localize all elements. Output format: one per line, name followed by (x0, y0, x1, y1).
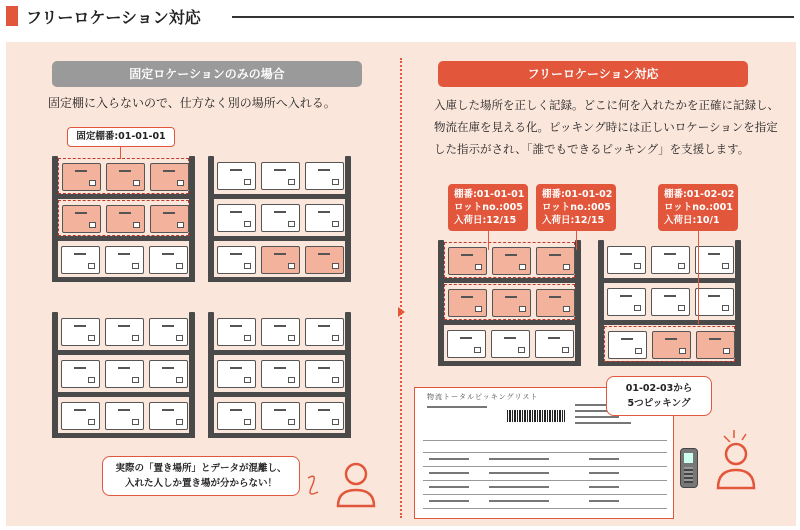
doc-text (575, 416, 619, 418)
tag1-date: 入荷日:12/15 (454, 215, 517, 226)
box-icon (61, 402, 100, 430)
shelf-icon (52, 156, 195, 282)
shelf-slot (214, 242, 345, 278)
arrow-right-icon (398, 307, 405, 317)
picking-speech-bubble (606, 376, 712, 416)
document-title: 物流トータルピッキングリスト (427, 393, 539, 401)
box-icon (652, 331, 691, 359)
box-icon (217, 360, 256, 388)
box-icon (106, 205, 145, 233)
box-icon (447, 330, 486, 358)
doc-text (429, 500, 469, 502)
shelf-slot (214, 314, 345, 350)
shelf-icon (52, 312, 195, 438)
shelf-slot (444, 326, 575, 362)
shelf-board (598, 278, 741, 283)
box-icon (607, 288, 646, 316)
box-icon (61, 318, 100, 346)
shelf-board (208, 236, 351, 241)
box-icon (61, 246, 100, 274)
box-icon (261, 402, 300, 430)
person-icon (706, 428, 776, 494)
box-icon (105, 402, 144, 430)
shelf-post (575, 240, 581, 366)
box-icon (62, 205, 101, 233)
shelf-tag-2 (536, 184, 616, 231)
confused-person-icon (302, 456, 386, 516)
box-icon (217, 204, 256, 232)
left-description: 固定棚に入らないので、仕方なく別の場所へ入れる。 (48, 96, 336, 110)
shelf-post (189, 312, 195, 438)
doc-text (429, 472, 469, 474)
box-icon (62, 163, 101, 191)
box-icon (695, 246, 734, 274)
shelf-icon (208, 312, 351, 438)
shelf-slot (214, 158, 345, 194)
box-icon (150, 163, 189, 191)
box-icon (491, 330, 530, 358)
box-icon (608, 331, 647, 359)
box-icon (535, 330, 574, 358)
box-icon (149, 402, 188, 430)
shelf-slot (604, 242, 735, 278)
left-bubble-line2: 入れた人しか置き場が分からない！ (124, 478, 277, 489)
shelf-post (735, 240, 741, 366)
box-icon (105, 360, 144, 388)
box-icon (305, 162, 344, 190)
left-heading: 固定ロケーションのみの場合 (52, 61, 362, 87)
shelf-slot (58, 398, 189, 434)
tag3-shelf: 棚番:01-02-02 (664, 189, 735, 200)
shelf-post (345, 312, 351, 438)
tag3-date: 入荷日:10/1 (664, 215, 720, 226)
box-icon (695, 288, 734, 316)
tag2-lot: ロットno.:005 (542, 202, 611, 213)
shelf-board (208, 392, 351, 397)
box-icon (261, 162, 300, 190)
shelf-slot (58, 158, 189, 194)
shelf-slot (214, 356, 345, 392)
picking-bubble-line2: 5つピッキング (627, 398, 691, 409)
doc-text (427, 406, 487, 408)
left-speech-bubble (102, 456, 300, 496)
box-icon (149, 318, 188, 346)
shelf-board (438, 278, 581, 283)
box-icon (651, 288, 690, 316)
page-title: フリーロケーション対応 (26, 8, 201, 27)
box-icon (651, 246, 690, 274)
doc-text (489, 458, 549, 460)
right-heading: フリーロケーション対応 (438, 61, 748, 87)
shelf-tag-1 (448, 184, 528, 231)
shelf-slot (214, 398, 345, 434)
box-icon (105, 246, 144, 274)
box-icon (217, 246, 256, 274)
doc-text (575, 422, 631, 424)
doc-rule (423, 452, 667, 453)
fixed-shelf-tag: 固定棚番:01-01-01 (67, 127, 175, 147)
barcode-icon (507, 410, 565, 422)
box-icon (261, 360, 300, 388)
box-icon (149, 246, 188, 274)
shelf-post (189, 156, 195, 282)
box-icon (305, 204, 344, 232)
tag3-lot: ロットno.:001 (664, 202, 733, 213)
section-header (0, 0, 800, 34)
box-icon (536, 247, 575, 275)
shelf-slot (604, 326, 735, 362)
tag1-lot: ロットno.:005 (454, 202, 523, 213)
doc-text (429, 486, 469, 488)
left-bubble-line1: 実際の「置き場所」とデータが混離し、 (115, 463, 287, 474)
shelf-slot (58, 242, 189, 278)
shelf-icon (208, 156, 351, 282)
box-icon (149, 360, 188, 388)
tag2-shelf: 棚番:01-01-02 (542, 189, 613, 200)
doc-text (489, 472, 549, 474)
header-marker (6, 6, 18, 26)
tag1-shelf: 棚番:01-01-01 (454, 189, 525, 200)
tag1-connector (488, 230, 489, 250)
picking-bubble-line1: 01-02-03から (625, 383, 693, 394)
box-icon (305, 402, 344, 430)
shelf-board (598, 320, 741, 325)
shelf-tag-3 (658, 184, 738, 231)
shelf-post (345, 156, 351, 282)
tag2-connector (576, 230, 577, 250)
handheld-scanner-icon (680, 448, 698, 488)
shelf-board (52, 194, 195, 199)
box-icon (607, 246, 646, 274)
box-icon (492, 247, 531, 275)
center-divider (400, 58, 402, 518)
shelf-slot (214, 200, 345, 236)
shelf-board (208, 350, 351, 355)
doc-text (489, 500, 549, 502)
shelf-slot (444, 242, 575, 278)
doc-rule (423, 440, 667, 441)
doc-rule (423, 480, 667, 481)
shelf-slot (604, 284, 735, 320)
box-icon (105, 318, 144, 346)
shelf-slot (58, 200, 189, 236)
box-icon (448, 289, 487, 317)
header-divider (232, 16, 794, 18)
shelf-slot (58, 356, 189, 392)
box-icon (696, 331, 735, 359)
shelf-slot (444, 284, 575, 320)
doc-text (589, 458, 619, 460)
box-icon (217, 318, 256, 346)
doc-rule (423, 466, 667, 467)
doc-rule (423, 508, 667, 509)
box-icon (217, 402, 256, 430)
box-icon (261, 204, 300, 232)
doc-text (489, 486, 549, 488)
box-icon (305, 246, 344, 274)
shelf-slot (58, 314, 189, 350)
box-icon (305, 360, 344, 388)
shelf-board (52, 392, 195, 397)
tag3-connector (698, 230, 699, 324)
doc-text (429, 458, 469, 460)
box-icon (217, 162, 256, 190)
shelf-board (52, 350, 195, 355)
doc-text (589, 500, 619, 502)
box-icon (61, 360, 100, 388)
box-icon (536, 289, 575, 317)
box-icon (106, 163, 145, 191)
doc-text (589, 486, 619, 488)
tag2-date: 入荷日:12/15 (542, 215, 605, 226)
doc-text (589, 472, 619, 474)
shelf-board (438, 320, 581, 325)
doc-rule (423, 494, 667, 495)
shelf-icon (438, 240, 581, 366)
box-icon (261, 246, 300, 274)
box-icon (492, 289, 531, 317)
box-icon (448, 247, 487, 275)
box-icon (261, 318, 300, 346)
shelf-board (208, 194, 351, 199)
shelf-board (52, 236, 195, 241)
box-icon (305, 318, 344, 346)
box-icon (150, 205, 189, 233)
right-description: 入庫した場所を正しく記録。どこに何を入れたかを正確に記録し、物流在庫を見える化。ピッキング時には正しいロケーションを指定した指示がされ、「誰でもできるピッキング」を支援します。 (434, 98, 779, 156)
shelf-icon (598, 240, 741, 366)
